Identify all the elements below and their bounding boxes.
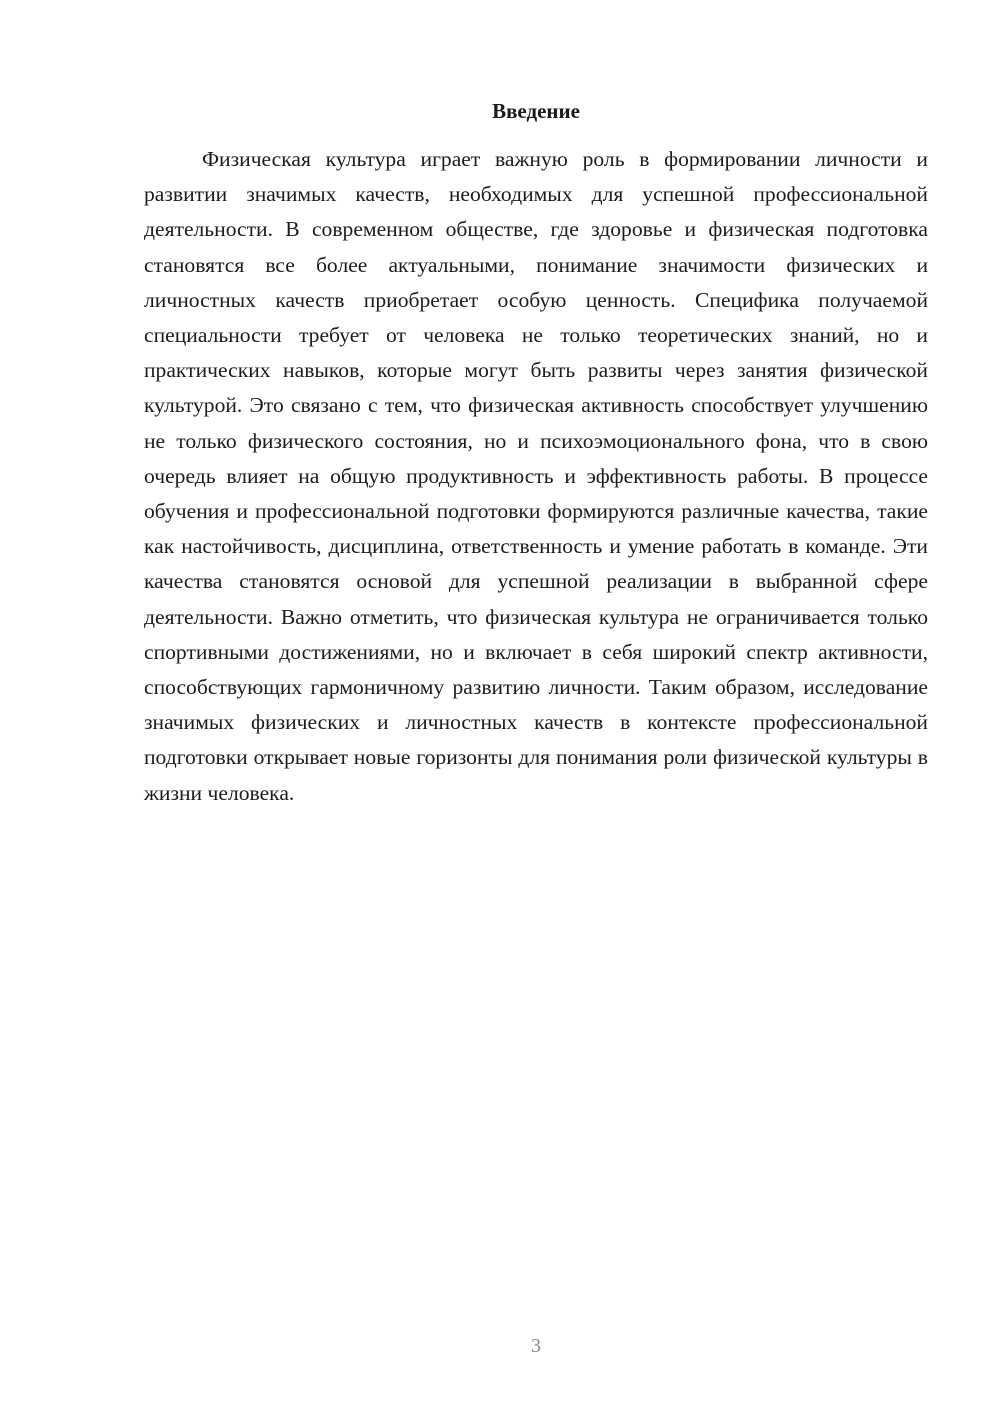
body-paragraph: Физическая культура играет важную роль в формировании личности и развитии значимых качеств, необходимых для успешной профессиональной деятельности. В современном обществе, где здоровье и физическая подготовка становятся все более актуальными, понимание значимости физических и личностных качеств приобретает особую ценность. Специфика получаемой специальности требует от человека не только теоретических знаний, но и практических навыков, которые могут быть развиты через занятия физической культурой. Это связано с тем, что физическая активность способствует улучшению не только физического состояния, но и психоэмоционального фона, что в свою очередь влияет на общую продуктивность и эффективность работы. В процессе обучения и профессиональной подготовки формируются различные качества, такие как настойчивость, дисциплина, ответственность и умение работать в команде. Эти качества становятся основой для успешной реализации в выбранной сфере деятельности. Важно отметить, что физическая культура не ограничивается только спортивными достижениями, но и включает в себя широкий спектр активности, способствующих гармоничному развитию личности. Таким образом, исследование значимых физических и личностных качеств в контексте профессиональной подготовки открывает новые горизонты для понимания роли физической культуры в жизни человека. [144,147,928,805]
page-number: 3 [531,1335,541,1357]
section-heading: Введение [492,99,580,123]
